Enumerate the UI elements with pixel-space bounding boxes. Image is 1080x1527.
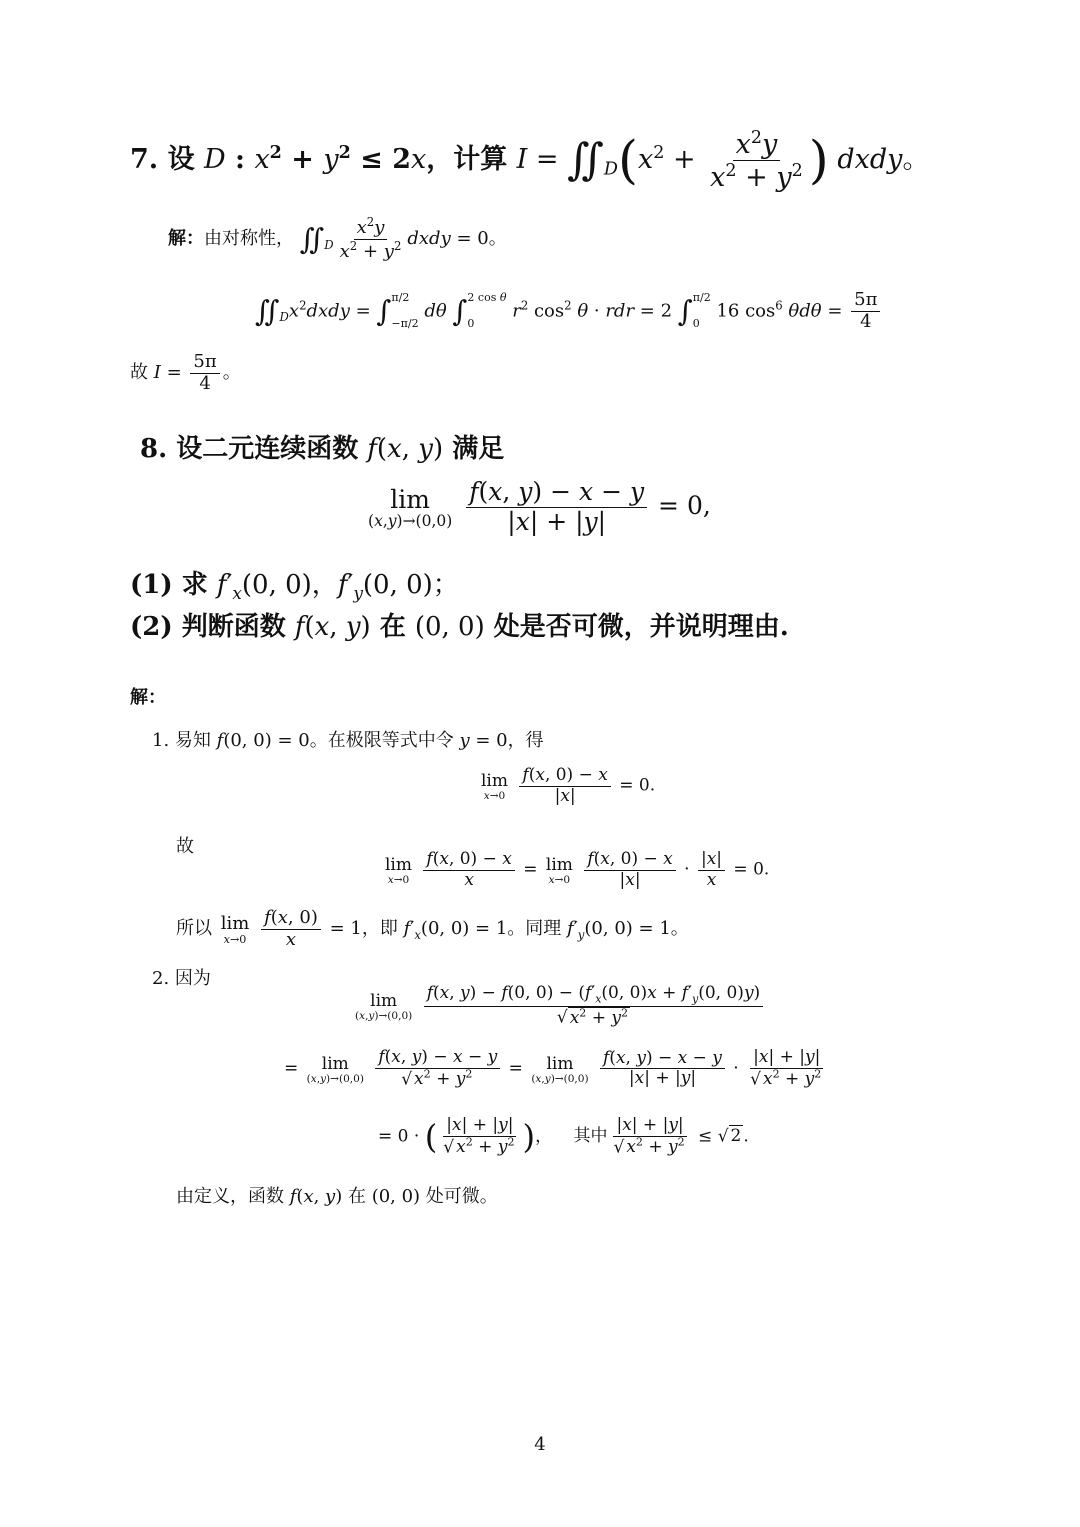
problem-8-part-1: (1) 求 $f'_x(0$, 0)，$f'_y(0$, 0)； — [130, 570, 459, 604]
problem-7-solution-line1: 解：由对称性， $∬_D$ $\frac{x^2y}{x^2 + y^2}$ dxdy = 0。 — [168, 215, 507, 262]
problem-7-solution-line2: $∬_Dx^2dxdy$ = ∫ π/2 −π/2 dθ ∫ 2 cos θ 0 $r^2$ $\cos^2 \theta$ · rdr = 2 ∫ π/2 0 16 $\cos^6 \theta d\theta$ = $\frac{5\pi}{4}$ — [255, 285, 883, 338]
problem-8-solution-label: 解： — [130, 687, 166, 708]
step-2-intro: 2. 因为 — [152, 968, 211, 989]
problem-8-part-2: (2) 判断函数 f(x, y) 在 (0, 0) 处是否可微，并说明理由. — [130, 612, 789, 642]
step-1-so: 故 — [176, 836, 194, 857]
problem-7-statement: 7. 设 D : $x^2 + y^2 \le 2x$，计算 $I = ∬_D(x^2$ + $\frac{x^2y}{x^2 + y^2}$ ) dxdy。 — [130, 128, 930, 194]
step-1-eq1: lim x→0 $\frac{f(x, 0) - x}{|x|}$ = 0. — [481, 765, 656, 806]
step-1-intro: 1. 易知 f(0, 0) = 0。在极限等式中令 y = 0，得 — [152, 730, 544, 751]
step-1-eq2: lim x→0 $\frac{f(x, 0) - x}{x}$ = lim x→0 $\frac{f(x, 0) - x}{|x|}$ · $\frac{|x|}{x}$ = 0. — [385, 849, 770, 890]
step-2-conclusion: 由定义，函数 f(x, y) 在 (0, 0) 处可微。 — [176, 1186, 498, 1207]
page-number: 4 — [534, 1434, 546, 1455]
problem-8-limit-condition: lim (x,y)→(0,0) $\frac{f(x, y) - x - y}{|x| + |y|}$ = 0, — [368, 477, 711, 536]
step-2-eq3: = 0 · ( $\frac{|x| + |y|}{√ x^2 + y^2}$ )， 其中 $\frac{|x| + |y|}{√ x^2 + y^2}$ ≤ √ 2 . — [378, 1115, 749, 1158]
problem-number: 7. — [130, 144, 159, 176]
step-1-result: 所以 lim x→0 $\frac{f(x, 0)}{x}$ = 1，即 $f'_x(0$, 0) = 1。同理 $f'_y(0$, 0) = 1。 — [176, 907, 689, 950]
problem-8-statement: 8. 设二元连续函数 f(x, y) 满足 — [140, 434, 505, 464]
step-2-eq1: lim (x,y)→(0,0) $\frac{f(x, y) - f(0, 0) - (f'_x(0, 0)x + f'_y(0, 0)y)}{√ x^2 + y^2}$ — [352, 984, 766, 1028]
step-2-eq2: = lim (x,y)→(0,0) $\frac{f(x, y) - x - y}{√ x^2 + y^2}$ = lim (x,y)→(0,0) $\frac{f(x, y) - x - y}{|x| + |y|}$ · $\frac{|x| + |y|}{√ x^2 + y^2}$ — [284, 1047, 822, 1090]
problem-7-conclusion: 故 I = $\frac{5\pi}{4}$ 。 — [130, 351, 241, 394]
